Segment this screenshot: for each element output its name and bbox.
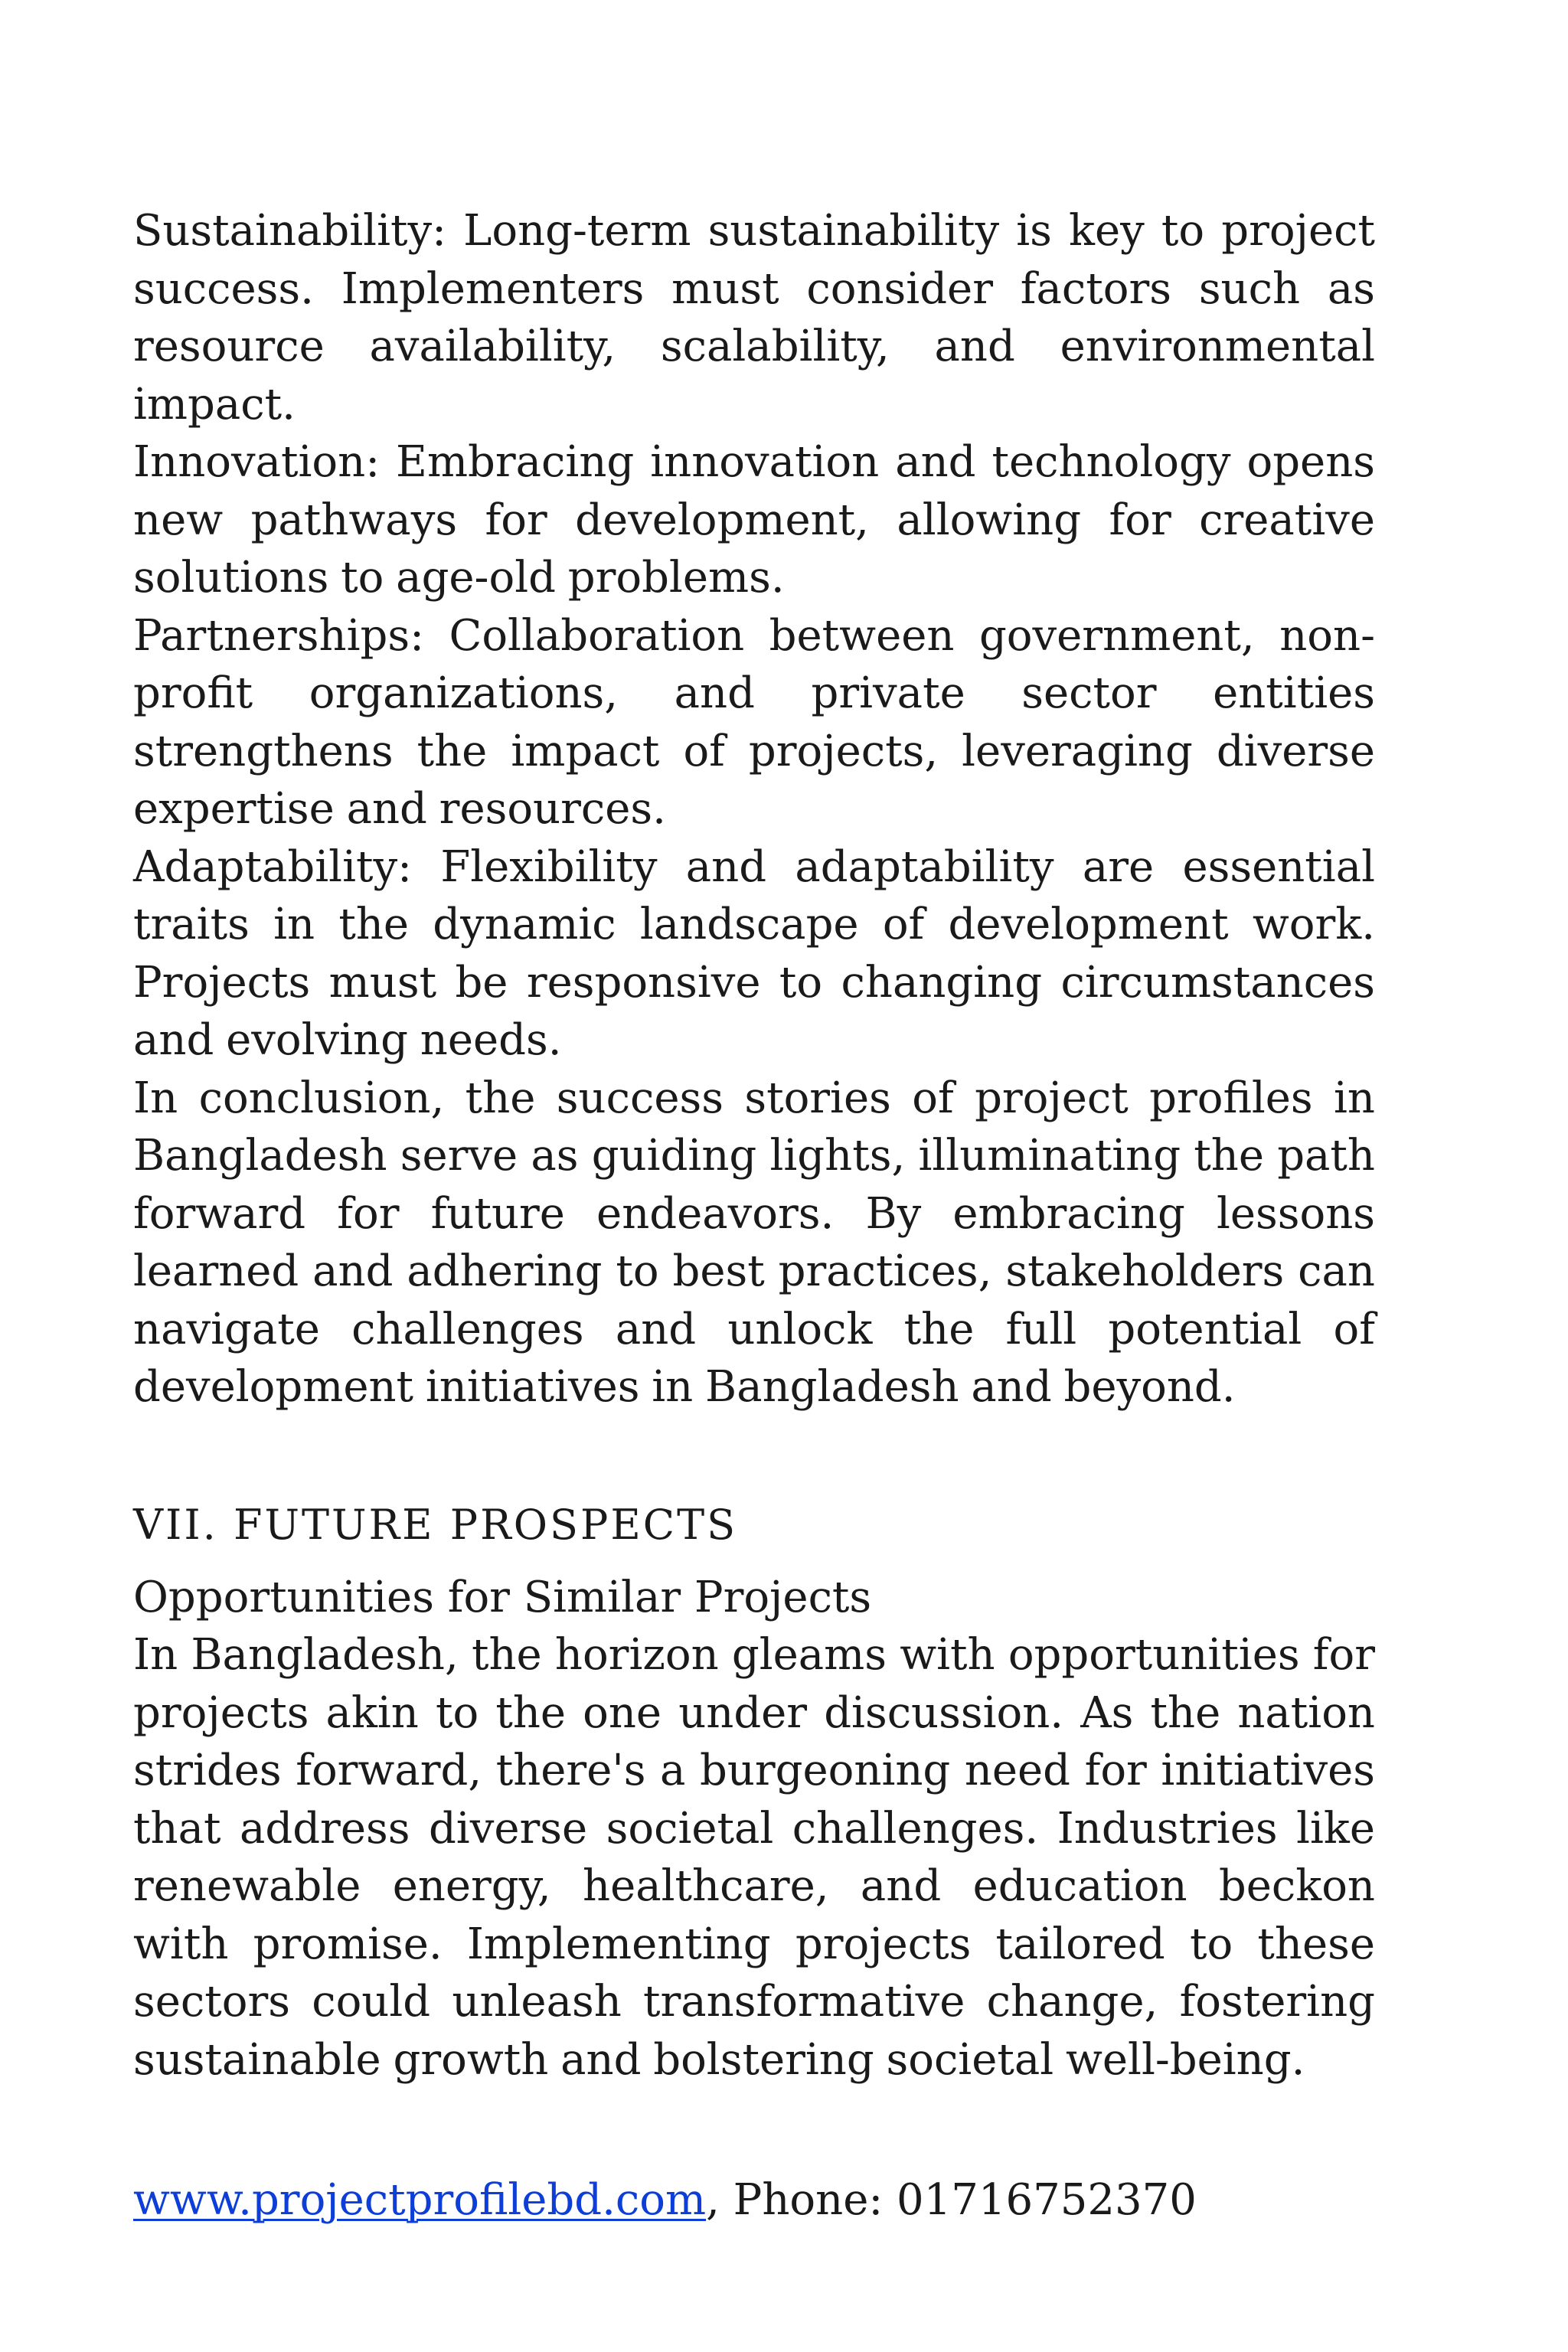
phone-text: , Phone: 01716752370: [706, 2175, 1197, 2225]
paragraph-opportunities: In Bangladesh, the horizon gleams with opportunities for projects akin to the one under discussion. As the nation strides forward, there's a burgeoning need for initiatives that address diverse societal challenges. Industries like renewable energy, healthcare, and education beckon with promise. Implementing projects tailored to these sectors could unleash transformative change, fostering sustainable growth and bolstering societal well-being.: [133, 1630, 1375, 2085]
page-content: [133, 202, 1375, 2089]
footer: [133, 2171, 1197, 2229]
paragraph-adaptability: Adaptability: Flexibility and adaptability are essential traits in the dynamic landscape of development work. Projects must be responsive to changing circumstances and evolving needs.: [133, 841, 1375, 1065]
website-link[interactable]: www.projectprofilebd.com: [133, 2175, 707, 2225]
paragraph-innovation: Innovation: Embracing innovation and technology opens new pathways for development, allowing for creative solutions to age-old problems.: [133, 437, 1375, 603]
paragraph-partnerships: Partnerships: Collaboration between government, non-profit organizations, and private sector entities strengthens the impact of projects, leveraging diverse expertise and resources.: [133, 610, 1375, 834]
section-heading: VII. FUTURE PROSPECTS: [133, 1500, 738, 1549]
paragraph-conclusion: In conclusion, the success stories of project profiles in Bangladesh serve as guiding lights, illuminating the path forward for future endeavors. By embracing lessons learned and adhering to best practices, stakeholders can navigate challenges and unlock the full potential of development initiatives in Bangladesh and beyond.: [133, 1073, 1375, 1412]
paragraph-sustainability: Sustainability: Long-term sustainability is key to project success. Implementers must consider factors such as resource availability, scalability, and environmental impact.: [133, 206, 1375, 430]
section-subheading: Opportunities for Similar Projects: [133, 1572, 872, 1622]
